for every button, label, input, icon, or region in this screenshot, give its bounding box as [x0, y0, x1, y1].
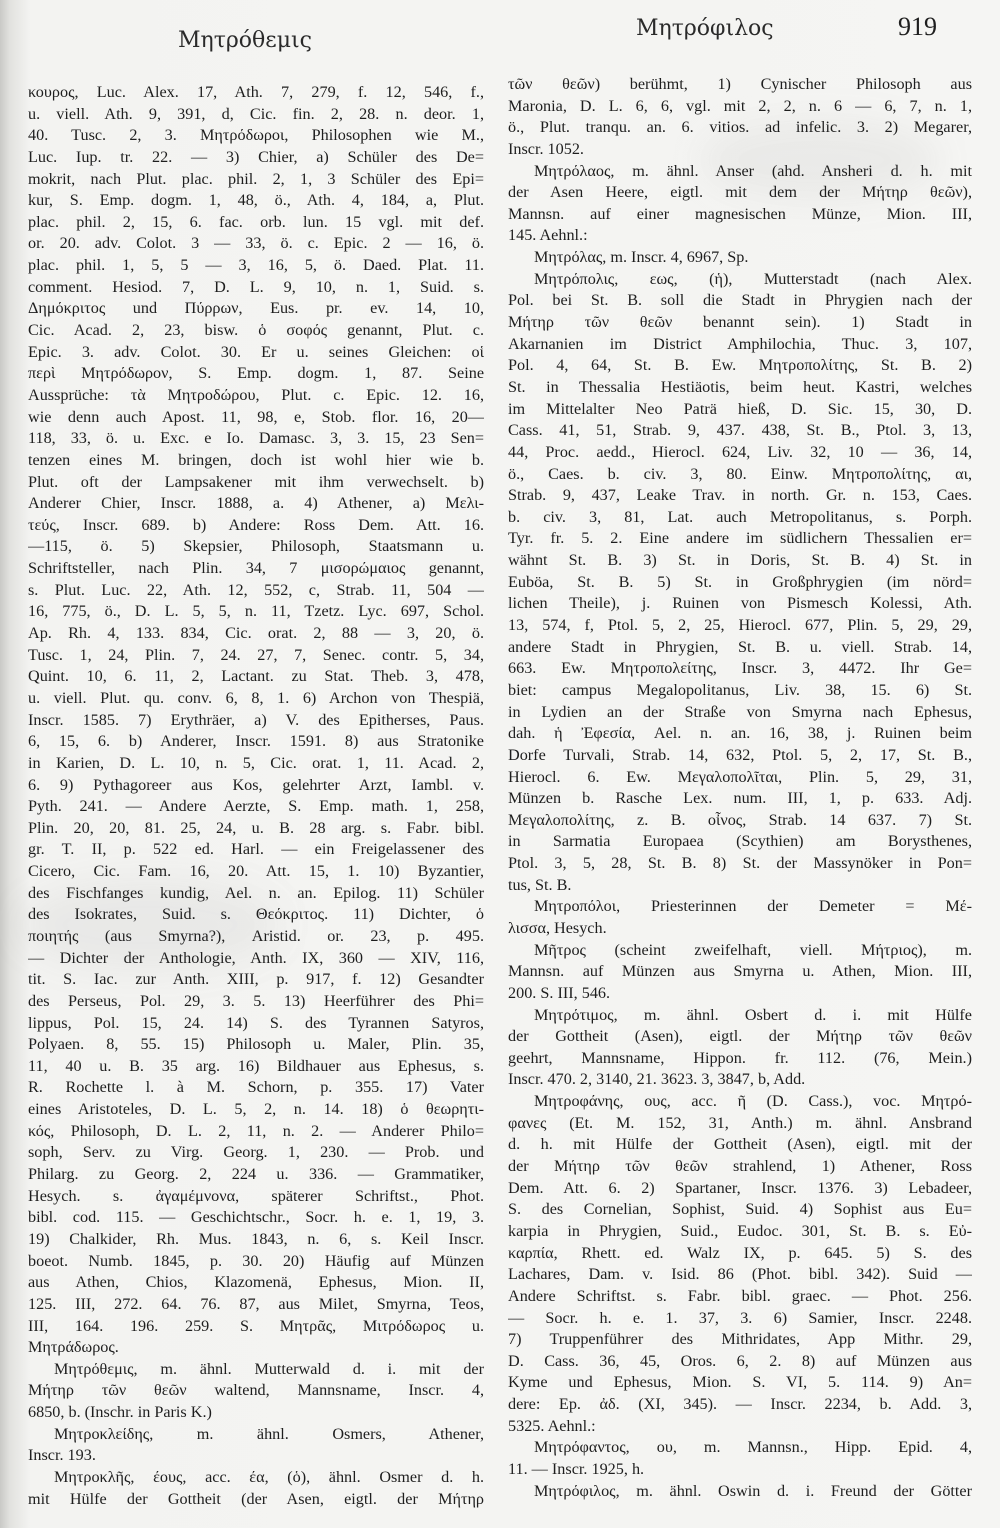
text-line: 118, 33, ö. u. Exc. e Io. Damasc. 3, 3. 15, 23 Sen=: [28, 429, 484, 448]
text-line: biet: campus Megalopolitanus, Liv. 38, 15. 6) St.: [508, 680, 972, 699]
text-line: 40. Tusc. 2, 3. Μητρόδωροι, Philosophen wie M.,: [28, 126, 484, 145]
text-line: ö., Plut. tranqu. an. 6. vitios. ad infelic. 3. 2) Megarer,: [508, 118, 972, 137]
entry-headword-line: Μητρόπολις, εως, (ἡ), Mutterstadt (nach Alex.: [534, 269, 972, 288]
text-line: Andere Schriftst. s. Fabr. bibl. graec. — Phot. 256.: [508, 1286, 972, 1305]
text-line: 6, 15, 6. b) Anderer, Inscr. 1591. 8) aus Stratonike: [28, 732, 484, 751]
text-line: in Lydien an der Straße von Smyrna nach Ephesus,: [508, 702, 972, 721]
text-line: d. h. mit Hülfe der Gottheit (Asen), eigtl. mit der: [508, 1135, 972, 1154]
text-line: des Fischfanges kundig, Ael. n. an. Epilog. 11) Schüler: [28, 883, 484, 902]
text-line: ö., Caes. b. civ. 3, 80. Einw. Μητροπολίτης, αι,: [508, 464, 972, 483]
text-line: καρπία, Rhett. ed. Walz IX, p. 645. 5) S. des: [508, 1243, 972, 1262]
text-line: Maronia, D. L. 6, 6, vgl. mit 2, 2, n. 6 — 6, 7, n. 1,: [508, 96, 972, 115]
text-line: Pol. 4, 64, St. B. Ew. Μητροπολίτης, St. B. 2): [508, 356, 972, 375]
left-headword: Μητρόθεμις: [178, 28, 312, 53]
text-line: bibl. cod. 115. — Geschichtschr., Socr. h. e. 1, 19, 3.: [28, 1208, 484, 1227]
left-column: [28, 82, 484, 1510]
text-line: kur, S. Emp. dogm. 1, 48, ö., Ath. 4, 184, a, Plut.: [28, 191, 484, 210]
entry-headword-line: Μητρότιμος, m. ähnl. Osbert d. i. mit Hülfe: [534, 1005, 972, 1024]
entry-headword-line: Μητρόλας, m. Inscr. 4, 6967, Sp.: [534, 248, 749, 267]
text-line: τῶν θεῶν) berühmt, 1) Cynischer Philosoph aus: [508, 75, 972, 93]
text-line: Pol. bei St. B. soll die Stadt in Phrygien nach der: [508, 291, 972, 310]
entry-headword-line: Μητρόφιλος, m. ähnl. Oswin d. i. Freund der Götter: [534, 1481, 972, 1500]
text-line: 125. III, 272. 64. 76. 87, aus Milet, Smyrna, Teos,: [28, 1294, 484, 1313]
text-line: κός, Philosoph, D. L. 2, 11, n. 2. — Anderer Philo=: [28, 1121, 484, 1140]
text-line: 16, 775, ö., D. L. 5, 5, n. 11, Tzetz. Lyc. 697, Schol.: [28, 602, 484, 621]
text-line: 6. 9) Pythagoreer aus Kos, gelehrter Arzt, Iambl. v.: [28, 775, 484, 794]
text-line: 13, 574, f, Ptol. 5, 2, 25, Hierocl. 677, Plin. 5, 29, 29,: [508, 616, 972, 635]
text-line: Euböa, St. B. 5) St. in Großphrygien (im nörd=: [508, 572, 972, 591]
entry-headword-line: Μῆτρος (scheint zweifelhaft, viell. Μήτριος), m.: [534, 940, 972, 959]
text-line: Inscr. 470. 2, 3140, 21. 3623. 3, 3847, b, Add.: [508, 1070, 806, 1089]
text-line: Epic. 3. adv. Colot. 30. Er u. seines Gleichen: οἱ: [28, 342, 484, 361]
text-line: 11. — Inscr. 1925, h.: [508, 1460, 645, 1478]
text-line: Lachares, Dam. v. Isid. 86 (Phot. bibl. 342). Suid —: [508, 1265, 972, 1284]
text-line: 11, 40 u. B. 35 arg. 16) Bildhauer aus Ephesus, s.: [28, 1056, 484, 1075]
running-header: [0, 12, 1000, 56]
entry-headword-line: Μητροπόλοι, Priesterinnen der Demeter = Μέ-: [534, 897, 972, 916]
text-line: der Asen Heere, eigtl. mit dem der Μήτηρ θεῶν),: [508, 183, 972, 202]
text-line: Schriftsteller, nach Plin. 34, 7 μισορώμαιος genannt,: [28, 559, 484, 578]
text-line: Inscr. 193.: [28, 1446, 96, 1465]
text-line: aus Athen, Chios, Klazomenä, Ephesus, Mion. II,: [28, 1273, 484, 1292]
entry-headword-line: Μητρόλαος, m. ähnl. Anser (ahd. Ansheri d. h. mit: [534, 161, 972, 180]
text-line: Cass. 41, 51, Strab. 9, 437. 438, St. B., Ptol. 3, 13,: [508, 421, 972, 440]
text-line: tenzen eines M. bringen, doch ist wohl hier wie b.: [28, 450, 484, 469]
text-line: D. Cass. 36, 45, Oros. 6, 2. 8) auf Münzen aus: [508, 1351, 972, 1370]
text-line: der Gottheit (Asen), eigtl. der Μήτηρ τῶν θεῶν: [508, 1027, 972, 1046]
text-line: Μεγαλοπολίτης, z. B. οἶνος, Strab. 14 637. 7) St.: [508, 810, 972, 829]
text-line: Plin. 20, 20, 81. 25, 24, u. B. 28 arg. s. Fabr. bibl.: [28, 818, 484, 837]
text-line: Mannsn. auf einer magnesischen Münze, Mion. III,: [508, 204, 972, 223]
text-line: lippus, Pol. 15, 24. 14) S. des Tyrannen Satyros,: [28, 1013, 484, 1032]
text-line: boeot. Numb. 1845, p. 30. 20) Häufig auf Münzen: [28, 1251, 484, 1270]
text-line: mokrit, nach Plut. plac. phil. 2, 1, 3 Schüler des Epi=: [28, 169, 484, 188]
text-line: Luc. Iup. tr. 22. — 3) Chier, a) Schüler des De=: [28, 147, 484, 166]
text-line: Cic. Acad. 2, 23, bisw. ὁ σοφός genannt, Plut. c.: [28, 321, 484, 340]
page-number: 919: [898, 12, 937, 41]
text-line: S. des Cornelian, Sophist, Suid. 4) Sophist aus Eu=: [508, 1200, 972, 1219]
text-line: soph, Serv. zu Virg. Georg. 1, 230. — Prob. und: [28, 1143, 484, 1162]
text-line: tus, St. B.: [508, 875, 572, 894]
text-line: 7) Truppenführer des Mithridates, App Mithr. 29,: [508, 1330, 972, 1349]
text-line: Strab. 9, 437, Leake Trav. in north. Gr. n. 153, Caes.: [508, 486, 972, 505]
text-line: ποιητής (aus Smyrna?), Aristid. or. 23, p. 495.: [28, 926, 484, 945]
entry-headword-line: Μητρόθεμις, m. ähnl. Mutterwald d. i. mit der: [54, 1359, 484, 1378]
text-line: u. viell. Plut. qu. conv. 6, 8, 1. 6) Archon von Thespiä,: [28, 688, 484, 707]
text-line: Dorfe Turvali, Strab. 14, 632, Ptol. 5, 2, 17, St. B.,: [508, 745, 972, 764]
text-line: eines Aristoteles, D. L. 5, 2, n. 14. 18) ὁ θεωρητι-: [28, 1100, 484, 1119]
text-line: Anderer Chier, Inscr. 1888, a. 4) Athener, a) Μελι-: [28, 494, 484, 513]
text-line: lichen Theile), j. Ruinen von Pismesch Kolessi, Ath.: [508, 594, 972, 613]
entry-headword-line: Μητροκλῆς, έους, acc. έα, (ὁ), ähnl. Osmer d. h.: [54, 1468, 484, 1486]
entry-headword-line: Μητρόφαντος, ου, m. Mannsn., Hipp. Epid. 4,: [534, 1438, 972, 1457]
text-line: Kyme und Ephesus, Mion. S. VI, 5. 114. 9) An=: [508, 1373, 972, 1392]
text-line: des Isokrates, Suid. s. Θεόκριτος. 11) Dichter, ὁ: [28, 905, 484, 924]
text-line: φανες (Et. M. 152, 31, Anth.) m. ähnl. Ansbrand: [508, 1113, 972, 1132]
text-line: Μητράδωρος.: [28, 1338, 119, 1357]
text-line: 6850, b. (Inschr. in Paris K.): [28, 1403, 212, 1422]
text-line: Quint. 10, 6. 11, 2, Lactant. zu Stat. Theb. 3, 478,: [28, 667, 484, 686]
text-line: s. Plut. Luc. 22, Ath. 12, 552, c, Strab. 11, 504 —: [28, 580, 484, 599]
text-line: Philarg. zu Georg. 2, 224 u. 336. — Grammatiker,: [28, 1165, 484, 1184]
right-column: [508, 74, 972, 1502]
text-line: λισσα, Hesych.: [508, 918, 607, 937]
right-headword: Μητρόφιλος: [636, 16, 774, 41]
text-line: — Socr. h. e. 1. 37, 3. 6) Samier, Inscr. 2248.: [508, 1308, 972, 1327]
text-line: Μήτηρ τῶν θεῶν waltend, Mannsname, Inscr. 4,: [28, 1381, 484, 1400]
text-line: dere: Ep. ἀδ. (XI, 345). — Inscr. 2234, b. Add. 3,: [508, 1395, 972, 1414]
text-line: karpia in Phrygien, Suid., Eudoc. 301, St. B. s. Εὐ-: [508, 1221, 972, 1240]
text-line: 200. S. III, 546.: [508, 983, 611, 1002]
text-line: Inscr. 1052.: [508, 139, 584, 158]
text-line: in Sarmatia Europaea (Scythien) am Borysthenes,: [508, 832, 972, 851]
entry-headword-line: Μητροφάνης, ους, acc. ῆ (D. Cass.), voc. Μητρό-: [534, 1092, 972, 1111]
text-line: Δημόκριτος und Πύρρων, Eus. pr. ev. 14, 10,: [28, 299, 484, 318]
text-line: andere Stadt in Phrygien, St. B. u. viell. Strab. 14,: [508, 637, 972, 656]
text-line: im Mittelalter Neo Paträ hieß, D. Sic. 15, 30, D.: [508, 399, 972, 418]
text-line: geehrt, Mannsname, Hippon. fr. 112. (76, Mein.): [508, 1048, 972, 1067]
text-line: 145. Aehnl.:: [508, 226, 588, 245]
text-line: in Karien, D. L. 10, n. 5, Cic. orat. 1, 11. Acad. 2,: [28, 753, 484, 772]
text-line: or. 20. adv. Colot. 3 — 33, ö. c. Epic. 2 — 16, ö.: [28, 234, 484, 253]
text-line: Tyr. fr. 5. 2. Eine andere im südlichern Thessalien er=: [508, 529, 972, 548]
text-line: III, 164. 196. 259. S. Μητρᾶς, Μιτρόδωρος u.: [28, 1316, 484, 1335]
text-line: plac. phil. 1, 5, 5 — 3, 16, 5, ö. Daed. Plat. 11.: [28, 256, 484, 275]
text-line: 663. Ew. Μητροπολείτης, Inscr. 3, 4472. Ihr Ge=: [508, 659, 972, 678]
text-line: Dem. Att. 6. 2) Spartaner, Inscr. 1376. 3) Lebadeer,: [508, 1178, 972, 1197]
text-line: Inscr. 1585. 7) Erythräer, a) V. des Epitherses, Paus.: [28, 710, 484, 729]
text-line: τεύς, Inscr. 689. b) Andere: Ross Dem. Att. 16.: [28, 515, 484, 534]
text-line: Μήτηρ τῶν θεῶν benannt sein). 1) Stadt in: [508, 313, 972, 332]
text-line: Cicero, Cic. Fam. 16, 20. Att. 15, 1. 10) Byzantier,: [28, 862, 484, 881]
text-line: tit. S. Iac. zur Anth. XIII, p. 917, f. 12) Gesandter: [28, 970, 484, 989]
text-line: Plut. oft der Lampsakener mit ihm verwechselt. b): [28, 472, 484, 491]
text-line: wähnt St. B. 3) St. in Doris, St. B. 4) St. in: [508, 551, 972, 570]
text-line: Ptol. 3, 5, 28, St. B. 8) St. der Massynöker in Pon=: [508, 854, 972, 873]
text-line: dah. ἡ Ἐφεσία, Ael. n. an. 16, 38, j. Ruinen beim: [508, 724, 972, 743]
text-line: der Μήτηρ τῶν θεῶν strahlend, 1) Athener, Ross: [508, 1157, 972, 1176]
text-line: wie denn auch Apost. 11, 98, e, Stob. flor. 16, 20—: [28, 407, 484, 426]
text-line: Tusc. 1, 24, Plin. 7, 24. 27, 7, Senec. contr. 5, 34,: [28, 645, 484, 664]
text-line: Hierocl. 6. Ew. Μεγαλοπολῖται, Plin. 5, 29, 31,: [508, 767, 972, 786]
text-line: St. in Thessalia Hestiäotis, beim heut. Kastri, welches: [508, 377, 972, 396]
text-line: des Perseus, Pol. 29, 3. 5. 13) Heerführer des Phi=: [28, 991, 484, 1010]
text-line: κουρος, Luc. Alex. 17, Ath. 7, 279, f. 12, 546, f.,: [28, 83, 484, 101]
text-line: Aussprüche: τὰ Μητροδώρου, Plut. c. Epic. 12. 16,: [28, 385, 484, 404]
text-line: plac. phil. 2, 15, 6. fac. orb. lun. 15 vgl. mit def.: [28, 212, 484, 231]
text-line: u. viell. Ath. 9, 391, d, Cic. fin. 2, 28. n. deor. 1,: [28, 104, 484, 123]
entry-headword-line: Μητροκλείδης, m. ähnl. Osmers, Athener,: [54, 1424, 484, 1443]
text-line: περὶ Μητρόδωρον, S. Emp. dogm. 1, 87. Seine: [28, 364, 484, 383]
text-line: 44, Proc. aedd., Hierocl. 624, Liv. 32, 10 — 36, 14,: [508, 442, 972, 461]
text-line: gr. T. II, p. 522 ed. Harl. — ein Freigelassener des: [28, 840, 484, 859]
text-line: —115, ö. 5) Skepsier, Philosoph, Staatsmann u.: [28, 537, 484, 556]
text-line: Mannsn. auf Münzen aus Smyrna u. Athen, Mion. III,: [508, 962, 972, 981]
text-line: 19) Chalkider, Rh. Mus. 1843, n. 6, s. Keil Inscr.: [28, 1229, 484, 1248]
text-line: Münzen b. Rasche Lex. num. III, 1, p. 633. Adj.: [508, 789, 972, 808]
text-line: b. civ. 3, 81, Lat. auch Metropolitanus, s. Porph.: [508, 507, 972, 526]
text-line: — Dichter der Anthologie, Anth. IX, 360 — XIV, 116,: [28, 948, 484, 967]
text-line: comment. Hesiod. 7, D. L. 9, 10, n. 1, Suid. s.: [28, 277, 484, 296]
text-line: Ap. Rh. 4, 133. 834, Cic. orat. 2, 88 — 3, 20, ö.: [28, 624, 484, 643]
text-line: Akarnanien im District Amphilochia, Thuc. 3, 107,: [508, 334, 972, 353]
text-line: Polyaen. 8, 55. 15) Philosoph u. Maler, Plin. 35,: [28, 1035, 484, 1054]
text-line: R. Rochette l. à M. Schorn, p. 355. 17) Vater: [28, 1078, 484, 1097]
text-line: mit Hülfe der Gottheit (der Asen, eigtl. der Μήτηρ: [28, 1489, 484, 1508]
text-line: Hesych. s. ἀγαμέμνονα, späterer Schriftst., Phot.: [28, 1186, 484, 1205]
text-line: Pyth. 241. — Andere Aerzte, S. Emp. math. 1, 258,: [28, 797, 484, 816]
text-line: 5325. Aehnl.:: [508, 1416, 596, 1435]
